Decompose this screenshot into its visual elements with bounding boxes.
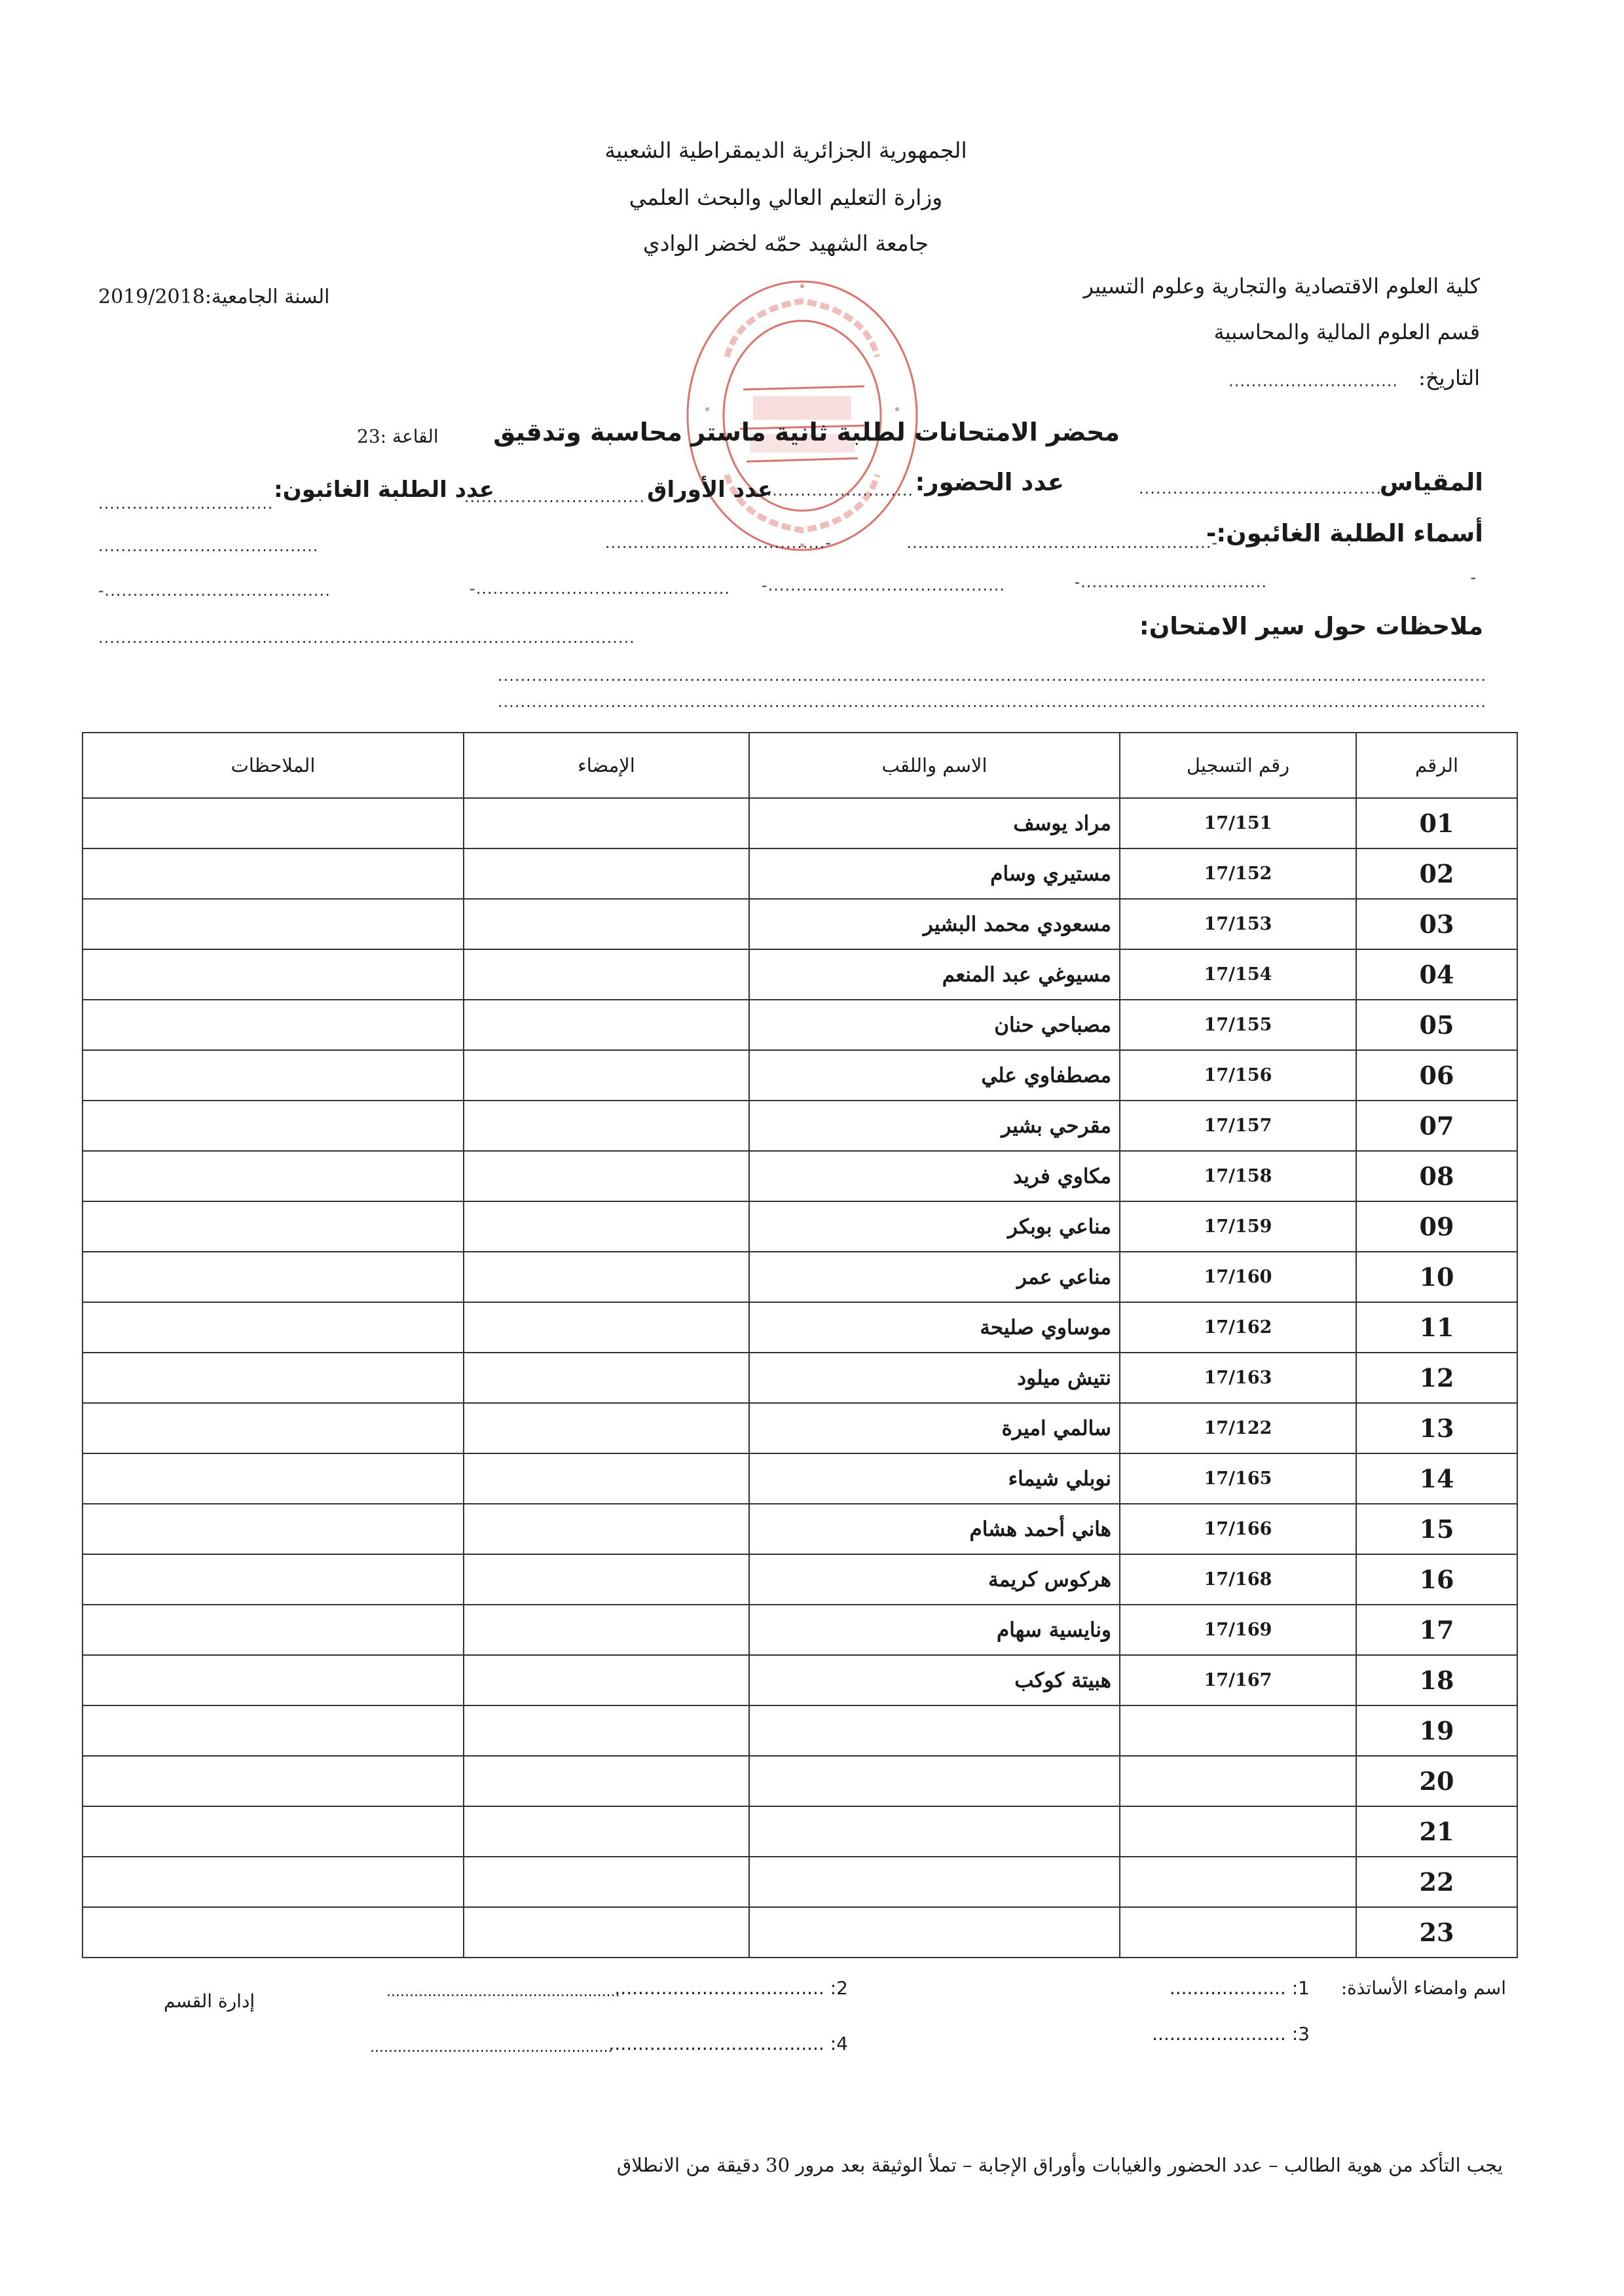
instruction-note: يجب التأكد من هوية الطالب – عدد الحضور والغيابات وأوراق الإجابة – تملأ الوثيقة بعد مرور 30 دقيقة من الانطلاق — [616, 2154, 1503, 2176]
report-title: محضر الامتحانات لطلبة ثانية ماستر محاسبة وتدقيق — [493, 418, 1120, 446]
registration-number: 17/154 — [1120, 949, 1356, 1000]
registration-number — [1120, 1857, 1356, 1907]
row-number: 12 — [1356, 1353, 1517, 1403]
notes-cell[interactable] — [83, 1000, 464, 1050]
row-number: 22 — [1356, 1857, 1517, 1907]
student-name — [749, 1705, 1120, 1756]
signature-cell[interactable] — [464, 1806, 749, 1857]
registration-number: 17/159 — [1120, 1201, 1356, 1252]
signature-cell[interactable] — [464, 1302, 749, 1353]
table-row — [83, 1151, 1517, 1201]
registration-number: 17/168 — [1120, 1554, 1356, 1605]
table-row — [83, 1605, 1517, 1655]
table-row — [83, 848, 1517, 899]
papers-field[interactable]: ................................ — [464, 488, 645, 506]
column-header-name: الاسم واللقب — [749, 733, 1120, 798]
signature-cell[interactable] — [464, 1252, 749, 1302]
column-header-notes: الملاحظات — [83, 733, 464, 798]
registration-number — [1120, 1705, 1356, 1756]
table-row — [83, 949, 1517, 1000]
notes-cell[interactable] — [83, 1605, 464, 1655]
exam-notes-field[interactable]: ............................................................................................................................................................................... — [497, 693, 1486, 711]
notes-cell[interactable] — [83, 1252, 464, 1302]
student-name: مناعي عمر — [749, 1252, 1120, 1302]
table-row — [83, 1201, 1517, 1252]
table-row — [83, 1353, 1517, 1403]
notes-cell[interactable] — [83, 1857, 464, 1907]
row-number: 04 — [1356, 949, 1517, 1000]
registration-number: 17/151 — [1120, 798, 1356, 848]
student-name: موساوي صليحة — [749, 1302, 1120, 1353]
row-number: 05 — [1356, 1000, 1517, 1050]
department-admin-label: إدارة القسم — [164, 1990, 255, 2012]
student-name — [749, 1806, 1120, 1857]
row-number: 19 — [1356, 1705, 1517, 1756]
table-row — [83, 1907, 1517, 1958]
student-name: سالمي اميرة — [749, 1403, 1120, 1453]
student-name: هبيتة كوكب — [749, 1655, 1120, 1705]
table-row — [83, 1101, 1517, 1151]
signature-cell[interactable] — [464, 1857, 749, 1907]
signature-cell[interactable] — [464, 1554, 749, 1605]
exam-notes-field[interactable]: ............................................................................................................................................................................... — [497, 666, 1486, 685]
signature-cell[interactable] — [464, 1705, 749, 1756]
absent-name-field[interactable]: ....................................... — [98, 537, 319, 555]
student-name: هاني أحمد هشام — [749, 1504, 1120, 1554]
signature-cell[interactable] — [464, 1453, 749, 1504]
column-header-signature: الإمضاء — [464, 733, 749, 798]
table-row — [83, 1252, 1517, 1302]
signature-cell[interactable] — [464, 1353, 749, 1403]
exam-notes-label: ملاحظات حول سير الامتحان: — [1139, 612, 1483, 640]
notes-cell[interactable] — [83, 949, 464, 1000]
teacher-4-extension[interactable]: ..................................................... — [370, 2039, 613, 2056]
registration-number: 17/167 — [1120, 1655, 1356, 1705]
registration-number — [1120, 1756, 1356, 1806]
registration-number — [1120, 1907, 1356, 1958]
teacher-4-field[interactable]: 4: ..................................... — [608, 2033, 848, 2054]
absent-name-field: - — [1470, 568, 1477, 587]
row-number: 01 — [1356, 798, 1517, 848]
table-row — [83, 1403, 1517, 1453]
table-row — [83, 1756, 1517, 1806]
notes-cell[interactable] — [83, 1403, 464, 1453]
room-number: القاعة :23 — [357, 426, 439, 447]
registration-number: 17/155 — [1120, 1000, 1356, 1050]
notes-cell[interactable] — [83, 1655, 464, 1705]
student-name: مسعودي محمد البشير — [749, 899, 1120, 949]
signature-cell[interactable] — [464, 1504, 749, 1554]
absent-count-field[interactable]: ............................... — [98, 494, 274, 513]
table-row — [83, 1050, 1517, 1101]
absent-name-field[interactable]: ..........................................- — [761, 576, 1005, 594]
student-name: مراد يوسف — [749, 798, 1120, 848]
row-number: 18 — [1356, 1655, 1517, 1705]
absent-name-field[interactable]: -...................................................... — [906, 534, 1218, 552]
table-row — [83, 1806, 1517, 1857]
absent-count-label: عدد الطلبة الغائبون: — [274, 477, 494, 503]
notes-cell[interactable] — [83, 1302, 464, 1353]
republic-name: الجمهورية الجزائرية الديمقراطية الشعبية — [604, 137, 967, 163]
module-field[interactable]: ........................................... — [1138, 479, 1382, 498]
notes-cell[interactable] — [83, 1101, 464, 1151]
student-name: نتيش ميلود — [749, 1353, 1120, 1403]
registration-number: 17/162 — [1120, 1302, 1356, 1353]
registration-number: 17/152 — [1120, 848, 1356, 899]
table-header-row — [83, 733, 1517, 798]
notes-cell[interactable] — [83, 1504, 464, 1554]
signature-cell[interactable] — [464, 1403, 749, 1453]
attendance-label: عدد الحضور: — [915, 468, 1064, 496]
registration-number: 17/163 — [1120, 1353, 1356, 1403]
student-name: مكاوي فريد — [749, 1151, 1120, 1201]
exam-notes-field[interactable]: ............................................................................................... — [98, 629, 635, 647]
teachers-signature-label: اسم وامضاء الأساتذة: — [1340, 1977, 1506, 1999]
module-label: المقياس — [1379, 468, 1483, 496]
notes-cell[interactable] — [83, 899, 464, 949]
attendance-field[interactable]: ............................. — [749, 481, 913, 500]
registration-number: 17/165 — [1120, 1453, 1356, 1504]
date-label: التاريخ: — [1418, 365, 1480, 390]
row-number: 21 — [1356, 1806, 1517, 1857]
signature-cell[interactable] — [464, 1000, 749, 1050]
signature-cell[interactable] — [464, 1201, 749, 1252]
papers-label: عدد الأوراق — [647, 477, 773, 503]
registration-number: 17/157 — [1120, 1101, 1356, 1151]
row-number: 20 — [1356, 1756, 1517, 1806]
notes-cell[interactable] — [83, 1806, 464, 1857]
teacher-2-extension[interactable]: ................................................... — [386, 1984, 620, 2000]
row-number: 07 — [1356, 1101, 1517, 1151]
row-number: 23 — [1356, 1907, 1517, 1958]
absent-name-field[interactable]: .............................................- — [470, 579, 730, 598]
notes-cell[interactable] — [83, 1907, 464, 1958]
notes-cell[interactable] — [83, 1201, 464, 1252]
signature-cell[interactable] — [464, 1050, 749, 1101]
notes-cell[interactable] — [83, 1453, 464, 1504]
ministry-name: وزارة التعليم العالي والبحث العلمي — [629, 185, 943, 210]
registration-number: 17/122 — [1120, 1403, 1356, 1453]
row-number: 10 — [1356, 1252, 1517, 1302]
student-name — [749, 1907, 1120, 1958]
notes-cell[interactable] — [83, 798, 464, 848]
absent-name-field[interactable]: -....................................... — [604, 534, 832, 552]
row-number: 03 — [1356, 899, 1517, 949]
absent-name-field[interactable]: .................................- — [1074, 573, 1267, 591]
registration-number — [1120, 1806, 1356, 1857]
notes-cell[interactable] — [83, 1151, 464, 1201]
university-name: جامعة الشهيد حمّه لخضر الوادي — [642, 230, 929, 256]
department-name: قسم العلوم المالية والمحاسبية — [1213, 319, 1480, 344]
row-number: 06 — [1356, 1050, 1517, 1101]
teacher-2-field[interactable]: 2: .................................... — [614, 1977, 848, 1999]
student-name — [749, 1857, 1120, 1907]
table-row — [83, 899, 1517, 949]
registration-number: 17/153 — [1120, 899, 1356, 949]
faculty-name: كلية العلوم الاقتصادية والتجارية وعلوم التسيير — [1083, 274, 1480, 299]
student-name — [749, 1756, 1120, 1806]
row-number: 13 — [1356, 1403, 1517, 1453]
registration-number: 17/156 — [1120, 1050, 1356, 1101]
teacher-3-field[interactable]: 3: ....................... — [1152, 2023, 1310, 2045]
student-name: مصطفاوي علي — [749, 1050, 1120, 1101]
notes-cell[interactable] — [83, 1756, 464, 1806]
table-row — [83, 1453, 1517, 1504]
signature-cell[interactable] — [464, 1756, 749, 1806]
signature-cell[interactable] — [464, 848, 749, 899]
signature-cell[interactable] — [464, 1151, 749, 1201]
signature-cell[interactable] — [464, 949, 749, 1000]
registration-number: 17/158 — [1120, 1151, 1356, 1201]
date-field[interactable]: .............................. — [1228, 372, 1398, 390]
column-header-registration: رقم التسجيل — [1120, 733, 1356, 798]
student-name: ونايسية سهام — [749, 1605, 1120, 1655]
table-row — [83, 1504, 1517, 1554]
table-row — [83, 798, 1517, 848]
registration-number: 17/166 — [1120, 1504, 1356, 1554]
table-row — [83, 1705, 1517, 1756]
notes-cell[interactable] — [83, 1353, 464, 1403]
table-row — [83, 1554, 1517, 1605]
signature-cell[interactable] — [464, 1101, 749, 1151]
row-number: 14 — [1356, 1453, 1517, 1504]
registration-number: 17/160 — [1120, 1252, 1356, 1302]
student-name: نوبلي شيماء — [749, 1453, 1120, 1504]
academic-year: السنة الجامعية:2019/2018 — [98, 285, 330, 308]
notes-cell[interactable] — [83, 1705, 464, 1756]
row-number: 15 — [1356, 1504, 1517, 1554]
student-attendance-table — [82, 732, 1518, 1958]
student-name: مناعي بوبكر — [749, 1201, 1120, 1252]
registration-number: 17/169 — [1120, 1605, 1356, 1655]
table-row — [83, 1000, 1517, 1050]
signature-cell[interactable] — [464, 899, 749, 949]
student-name: مصباحي حنان — [749, 1000, 1120, 1050]
absent-name-field[interactable]: ........................................- — [98, 581, 331, 600]
notes-cell[interactable] — [83, 1050, 464, 1101]
row-number: 08 — [1356, 1151, 1517, 1201]
signature-cell[interactable] — [464, 1655, 749, 1705]
signature-cell[interactable] — [464, 1907, 749, 1958]
student-name: مقرحي بشير — [749, 1101, 1120, 1151]
table-row — [83, 1302, 1517, 1353]
notes-cell[interactable] — [83, 848, 464, 899]
signature-cell[interactable] — [464, 798, 749, 848]
student-name: هركوس كريمة — [749, 1554, 1120, 1605]
table-row — [83, 1857, 1517, 1907]
column-header-number: الرقم — [1356, 733, 1517, 798]
row-number: 02 — [1356, 848, 1517, 899]
student-name: مستيري وسام — [749, 848, 1120, 899]
table-row — [83, 1655, 1517, 1705]
teacher-1-field[interactable]: 1: .................... — [1169, 1977, 1310, 1999]
student-name: مسيوغي عبد المنعم — [749, 949, 1120, 1000]
row-number: 16 — [1356, 1554, 1517, 1605]
row-number: 11 — [1356, 1302, 1517, 1353]
department-stamp — [681, 272, 923, 560]
row-number: 17 — [1356, 1605, 1517, 1655]
notes-cell[interactable] — [83, 1554, 464, 1605]
absent-names-label: أسماء الطلبة الغائبون:- — [1206, 519, 1483, 547]
signature-cell[interactable] — [464, 1605, 749, 1655]
row-number: 09 — [1356, 1201, 1517, 1252]
